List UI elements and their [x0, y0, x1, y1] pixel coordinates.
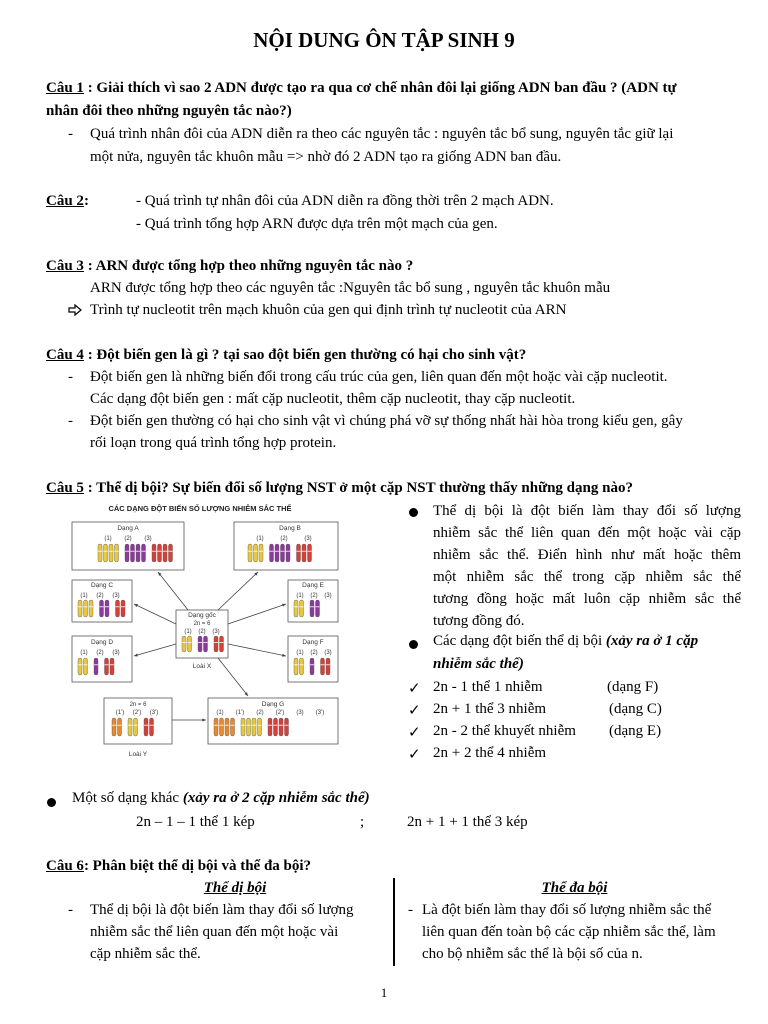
chromosome [84, 658, 88, 675]
answer-4-item-1-line-1: Đột biến gen là những biến đổi trong cấu trúc của gen, liên quan đến một hoặc vài cặp nucleotit. [90, 369, 668, 385]
definition-line: nhiễm sắc thể liên quan đến một hoặc vài cặp [433, 525, 741, 541]
chromosome [188, 636, 192, 652]
chromosome [94, 658, 98, 675]
chromosome [109, 544, 113, 562]
comparison-right-heading [408, 880, 741, 897]
chromosome [100, 600, 104, 617]
chromosome [231, 718, 235, 736]
question-3 [46, 258, 413, 275]
bullet-marker [409, 508, 418, 517]
species-y-2n: 2n = 6 [129, 702, 147, 708]
pair-label: (1) [296, 650, 304, 656]
pair-label: (1) [104, 536, 112, 542]
arrow-line [134, 644, 176, 656]
page-number: 1 [380, 985, 388, 1000]
chromosome [254, 544, 258, 562]
arrow-head [282, 654, 286, 657]
pair-label: (2) [310, 593, 318, 599]
pair-label: (3') [149, 710, 159, 716]
species-y-label: Loài Y [128, 751, 148, 758]
original-form-2n: 2n = 6 [193, 621, 211, 627]
form-formula: 2n - 1 thể 1 nhiễm [433, 679, 543, 695]
form-c-label: Dạng C [90, 582, 114, 589]
chromosome [128, 718, 132, 736]
chromosome [310, 600, 314, 617]
pair-label: (3) [144, 536, 152, 542]
original-form-species: Loài X [192, 663, 212, 670]
chromosome [131, 544, 135, 562]
pair-label: (2) [198, 629, 206, 635]
question-5-text: : Thể dị bội? Sự biến đổi số lượng NST ở một cặp NST thường thấy những dạng nào? [83, 480, 633, 496]
chromosome [98, 544, 102, 562]
answer-1-line-1: Quá trình nhân đôi của ADN diễn ra theo các nguyên tắc : nguyên tắc bổ sung, nguyên tắc giữ lại [90, 126, 674, 142]
dash-marker: - [68, 369, 73, 385]
chromosome [169, 544, 173, 562]
definition-line: tương đồng đó. [433, 613, 525, 629]
comparison-divider [393, 878, 395, 966]
chromosome [294, 600, 298, 617]
check-icon: ✓ [408, 703, 421, 719]
chromosome [281, 544, 285, 562]
chromosome [198, 636, 202, 652]
right-line: cho bộ nhiễm sắc thể là bội số của n. [422, 946, 643, 962]
question-3-text: : ARN được tổng hợp theo những nguyên tắc nào ? [83, 258, 414, 274]
question-5 [46, 480, 633, 497]
chromosome [286, 544, 290, 562]
question-5-forms-intro [433, 633, 698, 650]
chromosome [258, 718, 262, 736]
chromosome [285, 718, 289, 736]
pair-label: (2') [275, 710, 285, 716]
chromosome [150, 718, 154, 736]
chromosome [84, 600, 88, 617]
answer-4-item-1-line-2: Các dạng đột biến gen : mất cặp nucleotit, thêm cặp nucleotit, thay cặp nucleotit. [90, 391, 576, 407]
right-line: Là đột biến làm thay đổi số lượng nhiễm sắc thể [422, 902, 712, 918]
chromosome [125, 544, 129, 562]
arrow-head [134, 653, 138, 656]
form-a-label: Dạng A [117, 525, 139, 532]
answer-1-line-2: một nửa, nguyên tắc khuôn mẫu => nhờ đó 2 ADN tạo ra giống ADN ban đầu. [90, 149, 562, 165]
pair-label: (2) [256, 710, 264, 716]
pair-label: (1) [216, 710, 224, 716]
forms-intro-emphasis-cont: nhiễm sắc thể) [433, 656, 524, 672]
form-b-label: Dạng B [279, 525, 301, 532]
question-1-label: Câu 1 [46, 80, 84, 96]
left-line: nhiễm sắc thể liên quan đến một hoặc vài [90, 924, 339, 940]
dash-marker: - [68, 413, 73, 429]
question-1-text: : Giải thích vì sao 2 ADN được tạo ra qua cơ chế nhân đôi lại giống ADN ban đầu ? (ADN tự [83, 80, 677, 96]
pair-label: (1) [296, 593, 304, 599]
bullet-marker [47, 798, 56, 807]
chromosome [294, 658, 298, 675]
chromosome [274, 718, 278, 736]
question-4 [46, 347, 526, 364]
arrow-line [134, 604, 176, 624]
chromosome [158, 544, 162, 562]
chromosome [326, 658, 330, 675]
left-line: Thể dị bội là đột biến làm thay đổi số lượng [90, 902, 354, 918]
chromosome [300, 658, 304, 675]
pair-label: (1) [256, 536, 264, 542]
page-title: NỘI DUNG ÔN TẬP SINH 9 [253, 28, 515, 52]
check-icon: ✓ [408, 681, 421, 697]
pair-label: (1) [80, 650, 88, 656]
pair-label: (2) [96, 650, 104, 656]
chromosome [136, 544, 140, 562]
dash-marker: - [68, 126, 73, 142]
pair-label: (1') [115, 710, 125, 716]
right-heading-text: Thể đa bội [541, 880, 608, 896]
question-2 [46, 193, 89, 210]
form-e-label: Dạng E [302, 582, 324, 589]
comparison-left-heading [90, 880, 380, 897]
question-2-colon: : [83, 193, 89, 209]
answer-2-line-1: - Quá trình tự nhân đôi của ADN diễn ra đồng thời trên 2 mạch ADN. [136, 193, 554, 209]
chromosome [214, 636, 218, 652]
chromosome [134, 718, 138, 736]
form-formula: 2n - 2 thể khuyết nhiễm [433, 723, 576, 739]
other-forms [72, 790, 370, 807]
arrow-head [202, 718, 206, 721]
right-line: liên quan đến toàn bộ các cặp nhiễm sắc thể, làm [422, 924, 716, 940]
check-icon: ✓ [408, 747, 421, 763]
pair-label: (3) [112, 650, 120, 656]
question-1-text-cont: nhân đôi theo những nguyên tắc nào?) [46, 103, 292, 119]
chromosome [89, 600, 93, 617]
arrow-head [282, 604, 286, 607]
pair-label: (3) [212, 629, 220, 635]
question-6-label: Câu 6 [46, 858, 84, 874]
question-4-label: Câu 4 [46, 347, 84, 363]
pair-label: (2) [96, 593, 104, 599]
question-6-text: : Phân biệt thể dị bội và thể đa bội? [83, 858, 312, 874]
form-f-label: Dạng F [302, 639, 324, 646]
check-icon: ✓ [408, 725, 421, 741]
form-g-label: Dạng G [261, 701, 285, 708]
form-label: (dạng F) [607, 679, 659, 695]
answer-4-item-2-line-1: Đột biến gen thường có hại cho sinh vật vì chúng phá vỡ sự thống nhất hài hòa trong kiểu gen, gây [90, 413, 683, 429]
chromosome [105, 600, 109, 617]
form-d-label: Dạng D [90, 639, 114, 646]
chromosome [248, 544, 252, 562]
form-formula: 2n + 1 thể 3 nhiễm [433, 701, 547, 717]
left-heading-text: Thể dị bội [203, 880, 267, 896]
pair-label: (3') [315, 710, 325, 716]
pair-label: (3) [324, 593, 332, 599]
chromosome [163, 544, 167, 562]
answer-4-item-2-line-2: rối loạn trong quá trình tổng hợp protein. [90, 435, 337, 451]
pair-label: (1) [80, 593, 88, 599]
chromosome [78, 658, 82, 675]
question-5-label: Câu 5 [46, 480, 84, 496]
question-6 [46, 858, 311, 875]
chromosome [310, 658, 314, 675]
chromosome [241, 718, 245, 736]
chromosome [105, 658, 109, 675]
chromosome [268, 718, 272, 736]
chromosome [112, 718, 116, 736]
original-form-label: Dạng gốc [188, 612, 216, 619]
chromosome [121, 600, 125, 617]
chromosome [300, 600, 304, 617]
question-1 [46, 80, 677, 97]
other-forms-emphasis: (xảy ra ở 2 cặp nhiễm sắc thể) [182, 790, 370, 806]
form-formula: 2n + 2 thể 4 nhiễm [433, 745, 547, 761]
chromosome [275, 544, 279, 562]
arrow-right-icon [68, 304, 82, 316]
question-3-label: Câu 3 [46, 258, 84, 274]
forms-intro-text: Các dạng đột biến thể dị bội [433, 633, 606, 649]
chromosome [247, 718, 251, 736]
answer-3-line-2: Trình tự nucleotit trên mạch khuôn của gen qui định trình tự nucleotit của ARN [90, 302, 567, 318]
pair-label: (2) [310, 650, 318, 656]
chromosome [279, 718, 283, 736]
form-label: (dạng E) [609, 723, 662, 739]
arrow-line [228, 604, 286, 624]
dash-marker: - [408, 902, 413, 918]
other-form-a: 2n – 1 – 1 thể 1 kép [136, 814, 255, 830]
chromosome [118, 718, 122, 736]
chromosome [152, 544, 156, 562]
arrow-line [218, 572, 258, 610]
chromosome [78, 600, 82, 617]
chromosome [220, 636, 224, 652]
chromosome [302, 544, 306, 562]
pair-label: (3) [324, 650, 332, 656]
pair-label: (3) [112, 593, 120, 599]
definition-line: nhiễm sắc thể. Điển hình như mất hoặc thêm [433, 547, 741, 563]
chromosome [142, 544, 146, 562]
pair-label: (3) [304, 536, 312, 542]
form-label: (dạng C) [609, 701, 662, 717]
chromosome [115, 544, 119, 562]
chromosome [104, 544, 108, 562]
definition-line: Thể dị bội là đột biến làm thay đổi số lượng [433, 503, 741, 519]
arrow-line [158, 572, 188, 610]
chromosome [116, 600, 120, 617]
other-form-separator: ; [360, 814, 365, 830]
chromosome [297, 544, 301, 562]
chromosome [225, 718, 229, 736]
question-2-label: Câu 2 [46, 193, 84, 209]
pair-label: (2') [132, 710, 142, 716]
chromosome-mutation-figure [68, 500, 348, 760]
pair-label: (1') [235, 710, 245, 716]
pair-label: (3) [296, 710, 304, 716]
answer-2-line-2: - Quá trình tổng hợp ARN được dựa trên một mạch của gen. [136, 216, 498, 232]
left-line: cặp nhiễm sắc thể. [90, 946, 201, 962]
definition-line: tương đồng hoặc mất luôn cặp nhiễm sắc thể [433, 591, 741, 607]
question-4-text: : Đột biến gen là gì ? tại sao đột biến gen thường có hại cho sinh vật? [83, 347, 527, 363]
answer-3-line-1: ARN được tổng hợp theo các nguyên tắc :Nguyên tắc bổ sung , nguyên tắc khuôn mẫu [90, 280, 611, 296]
bullet-marker [409, 640, 418, 649]
chromosome [220, 718, 224, 736]
chromosome [144, 718, 148, 736]
chromosome [308, 544, 312, 562]
pair-label: (2) [280, 536, 288, 542]
chromosome [110, 658, 114, 675]
dash-marker: - [68, 902, 73, 918]
other-form-b: 2n + 1 + 1 thể 3 kép [407, 814, 528, 830]
chromosome [316, 600, 320, 617]
definition-line: một nhiễm sắc thể trong cặp nhiễm sắc thể [433, 569, 741, 585]
pair-label: (1) [184, 629, 192, 635]
chromosome [252, 718, 256, 736]
forms-intro-emphasis: (xảy ra ở 1 cặp [605, 633, 699, 649]
chromosome [182, 636, 186, 652]
pair-label: (2) [124, 536, 132, 542]
arrow-line [218, 658, 248, 696]
chromosome [321, 658, 325, 675]
chromosome [204, 636, 208, 652]
other-forms-text: Một số dạng khác [72, 790, 183, 806]
figure-title: CÁC DẠNG ĐỘT BIẾN SỐ LƯỢNG NHIỄM SẮC THỂ [108, 504, 292, 513]
question-5-definition [433, 500, 741, 632]
arrow-line [228, 644, 286, 656]
chromosome [214, 718, 218, 736]
chromosome [259, 544, 263, 562]
chromosome [270, 544, 274, 562]
